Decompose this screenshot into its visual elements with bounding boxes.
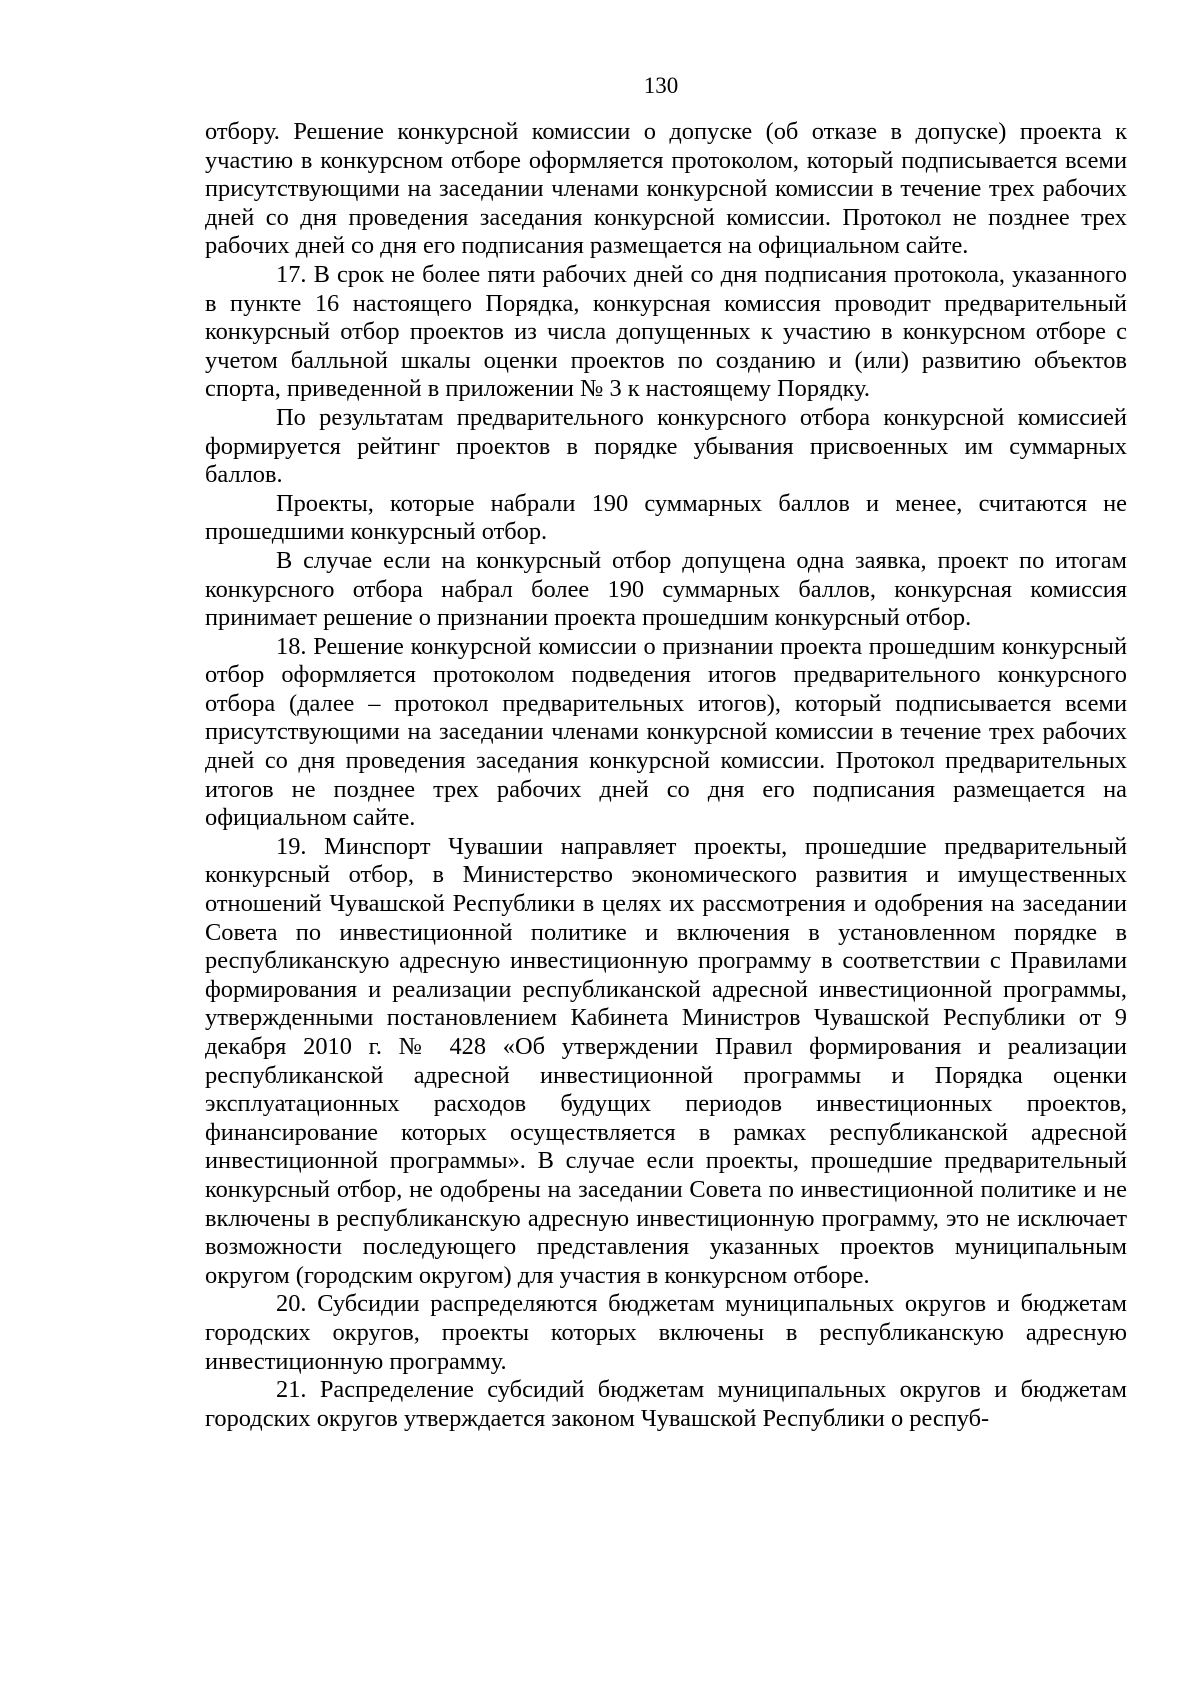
paragraph-item-20: 20. Субсидии распределяются бюджетам муниципальных округов и бюджетам городских округов, проекты которых включены в республиканскую адресную инвестиционную программу. bbox=[205, 1290, 1127, 1375]
page-number: 130 bbox=[643, 73, 679, 98]
document-body bbox=[205, 118, 1127, 1433]
paragraph-item-19: 19. Минспорт Чувашии направляет проекты, прошедшие предварительный конкурсный отбор, в Министерство экономического развития и имущественных отношений Чувашской Республики в целях их рассмотрения и одобрения на заседании Совета по инвестиционной политике и включения в установленном порядке в республиканскую адресную инвестиционную программу в соответствии с Правилами формирования и реализации республиканской адресной инвестиционной программы, утвержденными постановлением Кабинета Министров Чувашской Республики от 9 декабря 2010 г. № 428 «Об утверждении Правил формирования и реализации республиканской адресной инвестиционной программы и Порядка оценки эксплуатационных расходов будущих периодов инвестиционных проектов, финансирование которых осуществляется в рамках республиканской адресной инвестиционной программы». В случае если проекты, прошедшие предварительный конкурсный отбор, не одобрены на заседании Совета по инвестиционной политике и не включены в республиканскую адресную инвестиционную программу, это не исключает возможности последующего представления указанных проектов муниципальным округом (городским округом) для участия в конкурсном отборе. bbox=[205, 832, 1127, 1289]
paragraph-single-application: В случае если на конкурсный отбор допущена одна заявка, проект по итогам конкурсного отбора набрал более 190 суммарных баллов, конкурсная комиссия принимает решение о признании проекта прошедшим конкурсный отбор. bbox=[205, 546, 1127, 632]
paragraph-item-18: 18. Решение конкурсной комиссии о признании проекта прошедшим конкурсный отбор оформляется протоколом подведения итогов предварительного конкурсного отбора (далее – протокол предварительных итогов), который подписывается всеми присутствующими на заседании членами конкурсной комиссии в течение трех рабочих дней со дня проведения заседания конкурсной комиссии. Протокол предварительных итогов не позднее трех рабочих дней со дня его подписания размещается на официальном сайте. bbox=[205, 632, 1127, 832]
paragraph-continuation: отбору. Решение конкурсной комиссии о допуске (об отказе в допуске) проекта к участию в конкурсном отборе оформляется протоколом, который подписывается всеми присутствующими на заседании членами конкурсной комиссии в течение трех рабочих дней со дня проведения заседания конкурсной комиссии. Протокол не позднее трех рабочих дней со дня его подписания размещается на официальном сайте. bbox=[205, 118, 1127, 260]
paragraph-threshold: Проекты, которые набрали 190 суммарных баллов и менее, считаются не прошедшими конкурсный отбор. bbox=[205, 489, 1127, 546]
paragraph-item-17: 17. В срок не более пяти рабочих дней со дня подписания протокола, указанного в пункте 16 настоящего Порядка, конкурсная комиссия проводит предварительный конкурсный отбор проектов из числа допущенных к участию в конкурсном отборе с учетом балльной шкалы оценки проектов по созданию и (или) развитию объектов спорта, приведенной в приложении № 3 к настоящему Порядку. bbox=[205, 260, 1127, 403]
paragraph-rating: По результатам предварительного конкурсного отбора конкурсной комиссией формируется рейтинг проектов в порядке убывания присвоенных им суммарных баллов. bbox=[205, 403, 1127, 489]
paragraph-item-21: 21. Распределение субсидий бюджетам муниципальных округов и бюджетам городских округов утверждается законом Чувашской Республики о респуб- bbox=[205, 1376, 1127, 1432]
